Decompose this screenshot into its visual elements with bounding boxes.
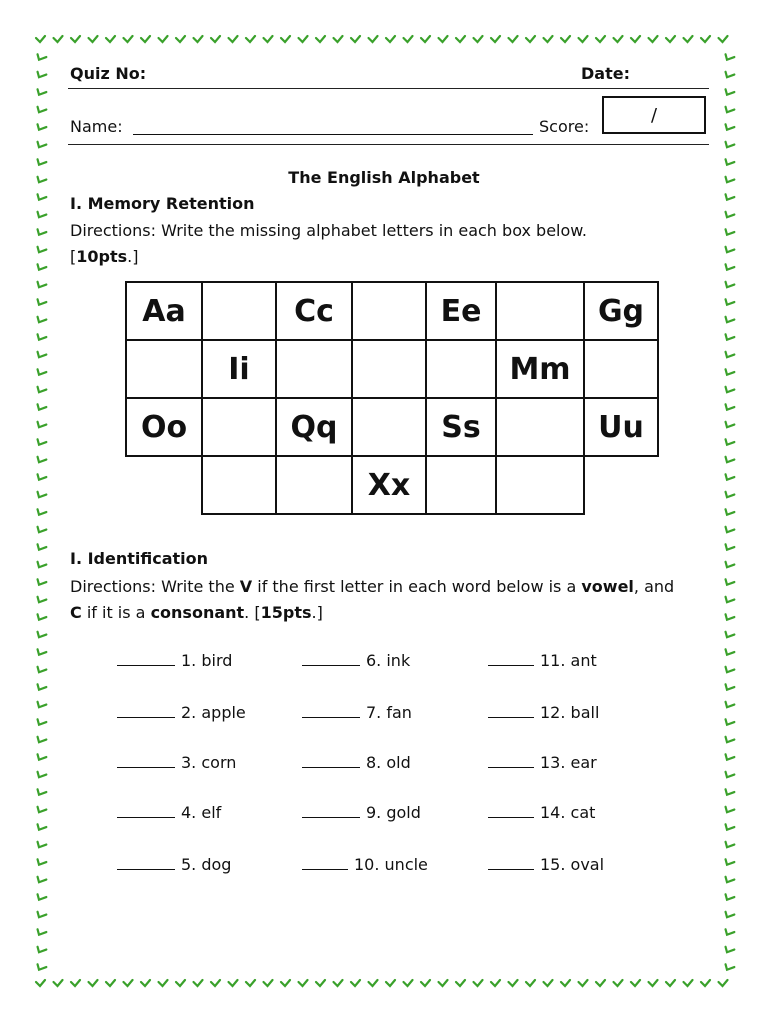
border-ornament	[386, 36, 395, 42]
border-ornament	[36, 560, 47, 570]
border-ornament	[724, 140, 735, 150]
alphabet-grid	[125, 281, 659, 515]
answer-blank[interactable]	[488, 803, 534, 818]
border-ornament	[36, 263, 47, 273]
answer-blank[interactable]	[488, 651, 534, 666]
border-ornament	[724, 88, 735, 98]
border-ornament	[649, 980, 658, 986]
score-slash: /	[650, 105, 658, 126]
border-ornament	[526, 36, 535, 42]
border-ornament	[176, 980, 185, 986]
border-ornament	[36, 823, 47, 833]
border-ornament	[724, 315, 735, 325]
border-ornament	[649, 36, 658, 42]
border-ornament	[36, 910, 47, 920]
section-2-heading: I. Identification	[70, 549, 209, 568]
border-ornament	[351, 36, 360, 42]
grid-cell[interactable]	[202, 398, 276, 456]
border-ornament	[579, 36, 588, 42]
border-ornament	[724, 53, 735, 63]
border-ornament	[526, 980, 535, 986]
grid-cell: Ii	[202, 340, 276, 398]
border-ornament	[159, 980, 168, 986]
border-ornament	[724, 560, 735, 570]
border-ornament	[36, 403, 47, 413]
border-ornament	[719, 36, 728, 42]
border-ornament	[724, 70, 735, 80]
border-ornament	[71, 36, 80, 42]
border-ornament	[439, 36, 448, 42]
border-ornament	[36, 595, 47, 605]
border-ornament	[36, 718, 47, 728]
border-ornament	[596, 36, 605, 42]
border-ornament	[509, 980, 518, 986]
border-ornament	[299, 36, 308, 42]
border-ornament	[36, 683, 47, 693]
border-ornament	[724, 718, 735, 728]
answer-blank[interactable]	[117, 855, 175, 870]
border-ornament	[36, 543, 47, 553]
border-ornament	[36, 280, 47, 290]
grid-row	[126, 282, 658, 340]
border-ornament	[36, 105, 47, 115]
border-ornament	[724, 263, 735, 273]
section-1-heading: I. Memory Retention	[70, 194, 255, 213]
border-ornament	[36, 613, 47, 623]
border-ornament	[36, 140, 47, 150]
answer-blank[interactable]	[117, 651, 175, 666]
border-ornament	[316, 980, 325, 986]
border-ornament	[36, 420, 47, 430]
date-label: Date:	[581, 64, 630, 83]
list-item: 1. bird	[117, 651, 232, 670]
border-ornament	[264, 980, 273, 986]
border-ornament	[724, 700, 735, 710]
grid-cell[interactable]	[276, 340, 352, 398]
border-ornament	[106, 980, 115, 986]
border-ornament	[439, 980, 448, 986]
border-ornament	[36, 36, 45, 42]
answer-blank[interactable]	[302, 703, 360, 718]
border-ornament	[36, 648, 47, 658]
border-ornament	[724, 525, 735, 535]
list-item: 9. gold	[302, 803, 421, 822]
border-ornament	[36, 893, 47, 903]
border-ornament	[36, 368, 47, 378]
border-ornament	[36, 753, 47, 763]
border-ornament	[509, 36, 518, 42]
border-ornament	[724, 280, 735, 290]
list-item: 15. oval	[488, 855, 604, 874]
border-ornament	[36, 490, 47, 500]
grid-cell: Uu	[584, 398, 658, 456]
list-item: 6. ink	[302, 651, 410, 670]
section-2-directions: Directions: Write the V if the first letter in each word below is a vowel, and C if it is a consonant. [15pts.]	[70, 577, 675, 622]
border-ornament	[36, 928, 47, 938]
border-ornament	[369, 36, 378, 42]
list-item: 2. apple	[117, 703, 246, 722]
border-ornament	[124, 36, 133, 42]
border-ornament	[724, 368, 735, 378]
border-ornament	[724, 333, 735, 343]
grid-cell[interactable]	[352, 282, 426, 340]
border-ornament	[36, 350, 47, 360]
border-ornament	[561, 36, 570, 42]
border-ornament	[724, 403, 735, 413]
border-ornament	[36, 980, 45, 986]
border-ornament	[724, 158, 735, 168]
grid-cell[interactable]	[352, 398, 426, 456]
grid-cell: Qq	[276, 398, 352, 456]
grid-cell: Mm	[496, 340, 584, 398]
border-ornament	[176, 36, 185, 42]
border-ornament	[36, 193, 47, 203]
border-ornament	[36, 840, 47, 850]
border-ornament	[106, 36, 115, 42]
grid-gap	[126, 456, 202, 514]
border-ornament	[631, 36, 640, 42]
border-ornament	[36, 88, 47, 98]
border-ornament	[36, 525, 47, 535]
list-item: 5. dog	[117, 855, 231, 874]
border-ornament	[36, 473, 47, 483]
border-ornament	[724, 910, 735, 920]
border-ornament	[724, 123, 735, 133]
score-box[interactable]	[602, 96, 706, 134]
grid-cell[interactable]	[426, 340, 496, 398]
header-divider	[68, 88, 709, 89]
border-ornament	[631, 980, 640, 986]
border-ornament	[724, 438, 735, 448]
border-ornament	[724, 245, 735, 255]
border-ornament	[724, 840, 735, 850]
border-ornament	[724, 613, 735, 623]
border-ornament	[666, 36, 675, 42]
border-ornament	[724, 455, 735, 465]
list-item: 8. old	[302, 753, 411, 772]
border-ornament	[124, 980, 133, 986]
border-ornament	[724, 543, 735, 553]
border-ornament	[36, 455, 47, 465]
border-ornament	[36, 315, 47, 325]
border-ornament	[351, 980, 360, 986]
list-item: 3. corn	[117, 753, 236, 772]
grid-cell: Ss	[426, 398, 496, 456]
border-ornament	[36, 788, 47, 798]
border-ornament	[491, 36, 500, 42]
border-ornament	[404, 980, 413, 986]
border-ornament	[211, 36, 220, 42]
grid-cell: Oo	[126, 398, 202, 456]
border-ornament	[724, 928, 735, 938]
border-ornament	[71, 980, 80, 986]
border-ornament	[36, 438, 47, 448]
grid-cell: Aa	[126, 282, 202, 340]
list-item: 7. fan	[302, 703, 412, 722]
answer-blank[interactable]	[302, 855, 348, 870]
border-ornament	[724, 228, 735, 238]
border-ornament	[89, 980, 98, 986]
border-ornament	[36, 945, 47, 955]
border-ornament	[36, 70, 47, 80]
answer-blank[interactable]	[117, 703, 175, 718]
border-ornament	[596, 980, 605, 986]
border-ornament	[211, 980, 220, 986]
grid-cell[interactable]	[276, 456, 352, 514]
page-title: The English Alphabet	[288, 168, 480, 187]
border-ornament	[724, 735, 735, 745]
border-ornament	[724, 648, 735, 658]
border-ornament	[724, 770, 735, 780]
grid-cell: Gg	[584, 282, 658, 340]
border-ornament	[724, 490, 735, 500]
border-ornament	[141, 36, 150, 42]
border-ornament	[386, 980, 395, 986]
grid-cell[interactable]	[126, 340, 202, 398]
border-ornament	[36, 333, 47, 343]
border-ornament	[36, 875, 47, 885]
grid-cell: Xx	[352, 456, 426, 514]
border-ornament	[36, 210, 47, 220]
answer-blank[interactable]	[488, 855, 534, 870]
border-ornament	[36, 735, 47, 745]
border-ornament	[724, 210, 735, 220]
grid-row	[126, 398, 658, 456]
border-ornament	[36, 770, 47, 780]
border-ornament	[404, 36, 413, 42]
border-ornament	[724, 823, 735, 833]
border-ornament	[36, 963, 47, 973]
border-ornament	[684, 980, 693, 986]
grid-cell[interactable]	[426, 456, 496, 514]
border-ornament	[36, 245, 47, 255]
list-item: 4. elf	[117, 803, 221, 822]
border-ornament	[36, 858, 47, 868]
grid-cell[interactable]	[496, 398, 584, 456]
grid-cell[interactable]	[352, 340, 426, 398]
answer-blank[interactable]	[488, 703, 534, 718]
grid-cell[interactable]	[496, 456, 584, 514]
border-ornament	[229, 980, 238, 986]
border-ornament	[229, 36, 238, 42]
border-ornament	[36, 665, 47, 675]
border-ornament	[544, 36, 553, 42]
border-ornament	[281, 36, 290, 42]
border-ornament	[36, 578, 47, 588]
border-ornament	[724, 683, 735, 693]
border-ornament	[159, 36, 168, 42]
border-ornament	[724, 788, 735, 798]
border-ornament	[684, 36, 693, 42]
border-ornament	[36, 158, 47, 168]
border-ornament	[281, 980, 290, 986]
answer-blank[interactable]	[302, 803, 360, 818]
grid-cell: Ee	[426, 282, 496, 340]
border-ornament	[474, 980, 483, 986]
border-ornament	[724, 630, 735, 640]
border-ornament	[579, 980, 588, 986]
answer-blank[interactable]	[117, 803, 175, 818]
list-item: 14. cat	[488, 803, 595, 822]
border-ornament	[36, 385, 47, 395]
border-ornament	[724, 420, 735, 430]
border-ornament	[724, 473, 735, 483]
border-ornament	[724, 945, 735, 955]
border-ornament	[421, 36, 430, 42]
grid-cell[interactable]	[496, 282, 584, 340]
border-ornament	[724, 665, 735, 675]
grid-cell[interactable]	[202, 282, 276, 340]
border-ornament	[369, 980, 378, 986]
score-label: Score:	[539, 117, 590, 136]
border-ornament	[456, 980, 465, 986]
border-ornament	[36, 805, 47, 815]
border-ornament	[724, 193, 735, 203]
border-ornament	[334, 36, 343, 42]
border-ornament	[54, 36, 63, 42]
border-ornament	[299, 980, 308, 986]
answer-blank[interactable]	[302, 651, 360, 666]
grid-row	[126, 340, 658, 398]
name-field-line[interactable]	[133, 134, 533, 135]
border-ornament	[54, 980, 63, 986]
border-ornament	[36, 508, 47, 518]
border-ornament	[724, 385, 735, 395]
border-ornament	[614, 980, 623, 986]
border-ornament	[421, 980, 430, 986]
border-ornament	[474, 36, 483, 42]
list-item: 12. ball	[488, 703, 599, 722]
border-ornament	[246, 980, 255, 986]
quiz-number-label: Quiz No:	[70, 64, 147, 83]
border-ornament	[724, 508, 735, 518]
answer-blank[interactable]	[117, 753, 175, 768]
border-ornament	[724, 753, 735, 763]
section-1-directions: Directions: Write the missing alphabet letters in each box below. [10pts.]	[70, 221, 587, 266]
border-ornament	[724, 858, 735, 868]
grid-cell[interactable]	[584, 340, 658, 398]
border-ornament	[36, 53, 47, 63]
border-ornament	[614, 36, 623, 42]
grid-cell[interactable]	[202, 456, 276, 514]
border-ornament	[701, 980, 710, 986]
grid-gap	[584, 456, 658, 514]
border-ornament	[334, 980, 343, 986]
border-ornament	[724, 578, 735, 588]
answer-blank[interactable]	[488, 753, 534, 768]
border-ornament	[89, 36, 98, 42]
grid-row	[126, 456, 658, 514]
border-ornament	[36, 630, 47, 640]
border-ornament	[141, 980, 150, 986]
border-ornament	[264, 36, 273, 42]
border-ornament	[316, 36, 325, 42]
border-ornament	[724, 805, 735, 815]
name-label: Name:	[70, 117, 123, 136]
border-ornament	[724, 595, 735, 605]
border-ornament	[719, 980, 728, 986]
border-ornament	[491, 980, 500, 986]
border-ornament	[724, 875, 735, 885]
list-item: 10. uncle	[302, 855, 428, 874]
border-ornament	[701, 36, 710, 42]
border-ornament	[36, 228, 47, 238]
list-item: 11. ant	[488, 651, 597, 670]
grid-cell: Cc	[276, 282, 352, 340]
header-divider-2	[68, 144, 709, 145]
border-ornament	[724, 963, 735, 973]
border-ornament	[456, 36, 465, 42]
border-ornament	[194, 36, 203, 42]
border-ornament	[544, 980, 553, 986]
border-ornament	[36, 298, 47, 308]
border-ornament	[561, 980, 570, 986]
border-ornament	[724, 298, 735, 308]
border-ornament	[246, 36, 255, 42]
answer-blank[interactable]	[302, 753, 360, 768]
border-ornament	[724, 350, 735, 360]
border-ornament	[724, 105, 735, 115]
border-ornament	[666, 980, 675, 986]
border-ornament	[36, 700, 47, 710]
border-ornament	[724, 893, 735, 903]
border-ornament	[36, 123, 47, 133]
border-ornament	[194, 980, 203, 986]
list-item: 13. ear	[488, 753, 597, 772]
